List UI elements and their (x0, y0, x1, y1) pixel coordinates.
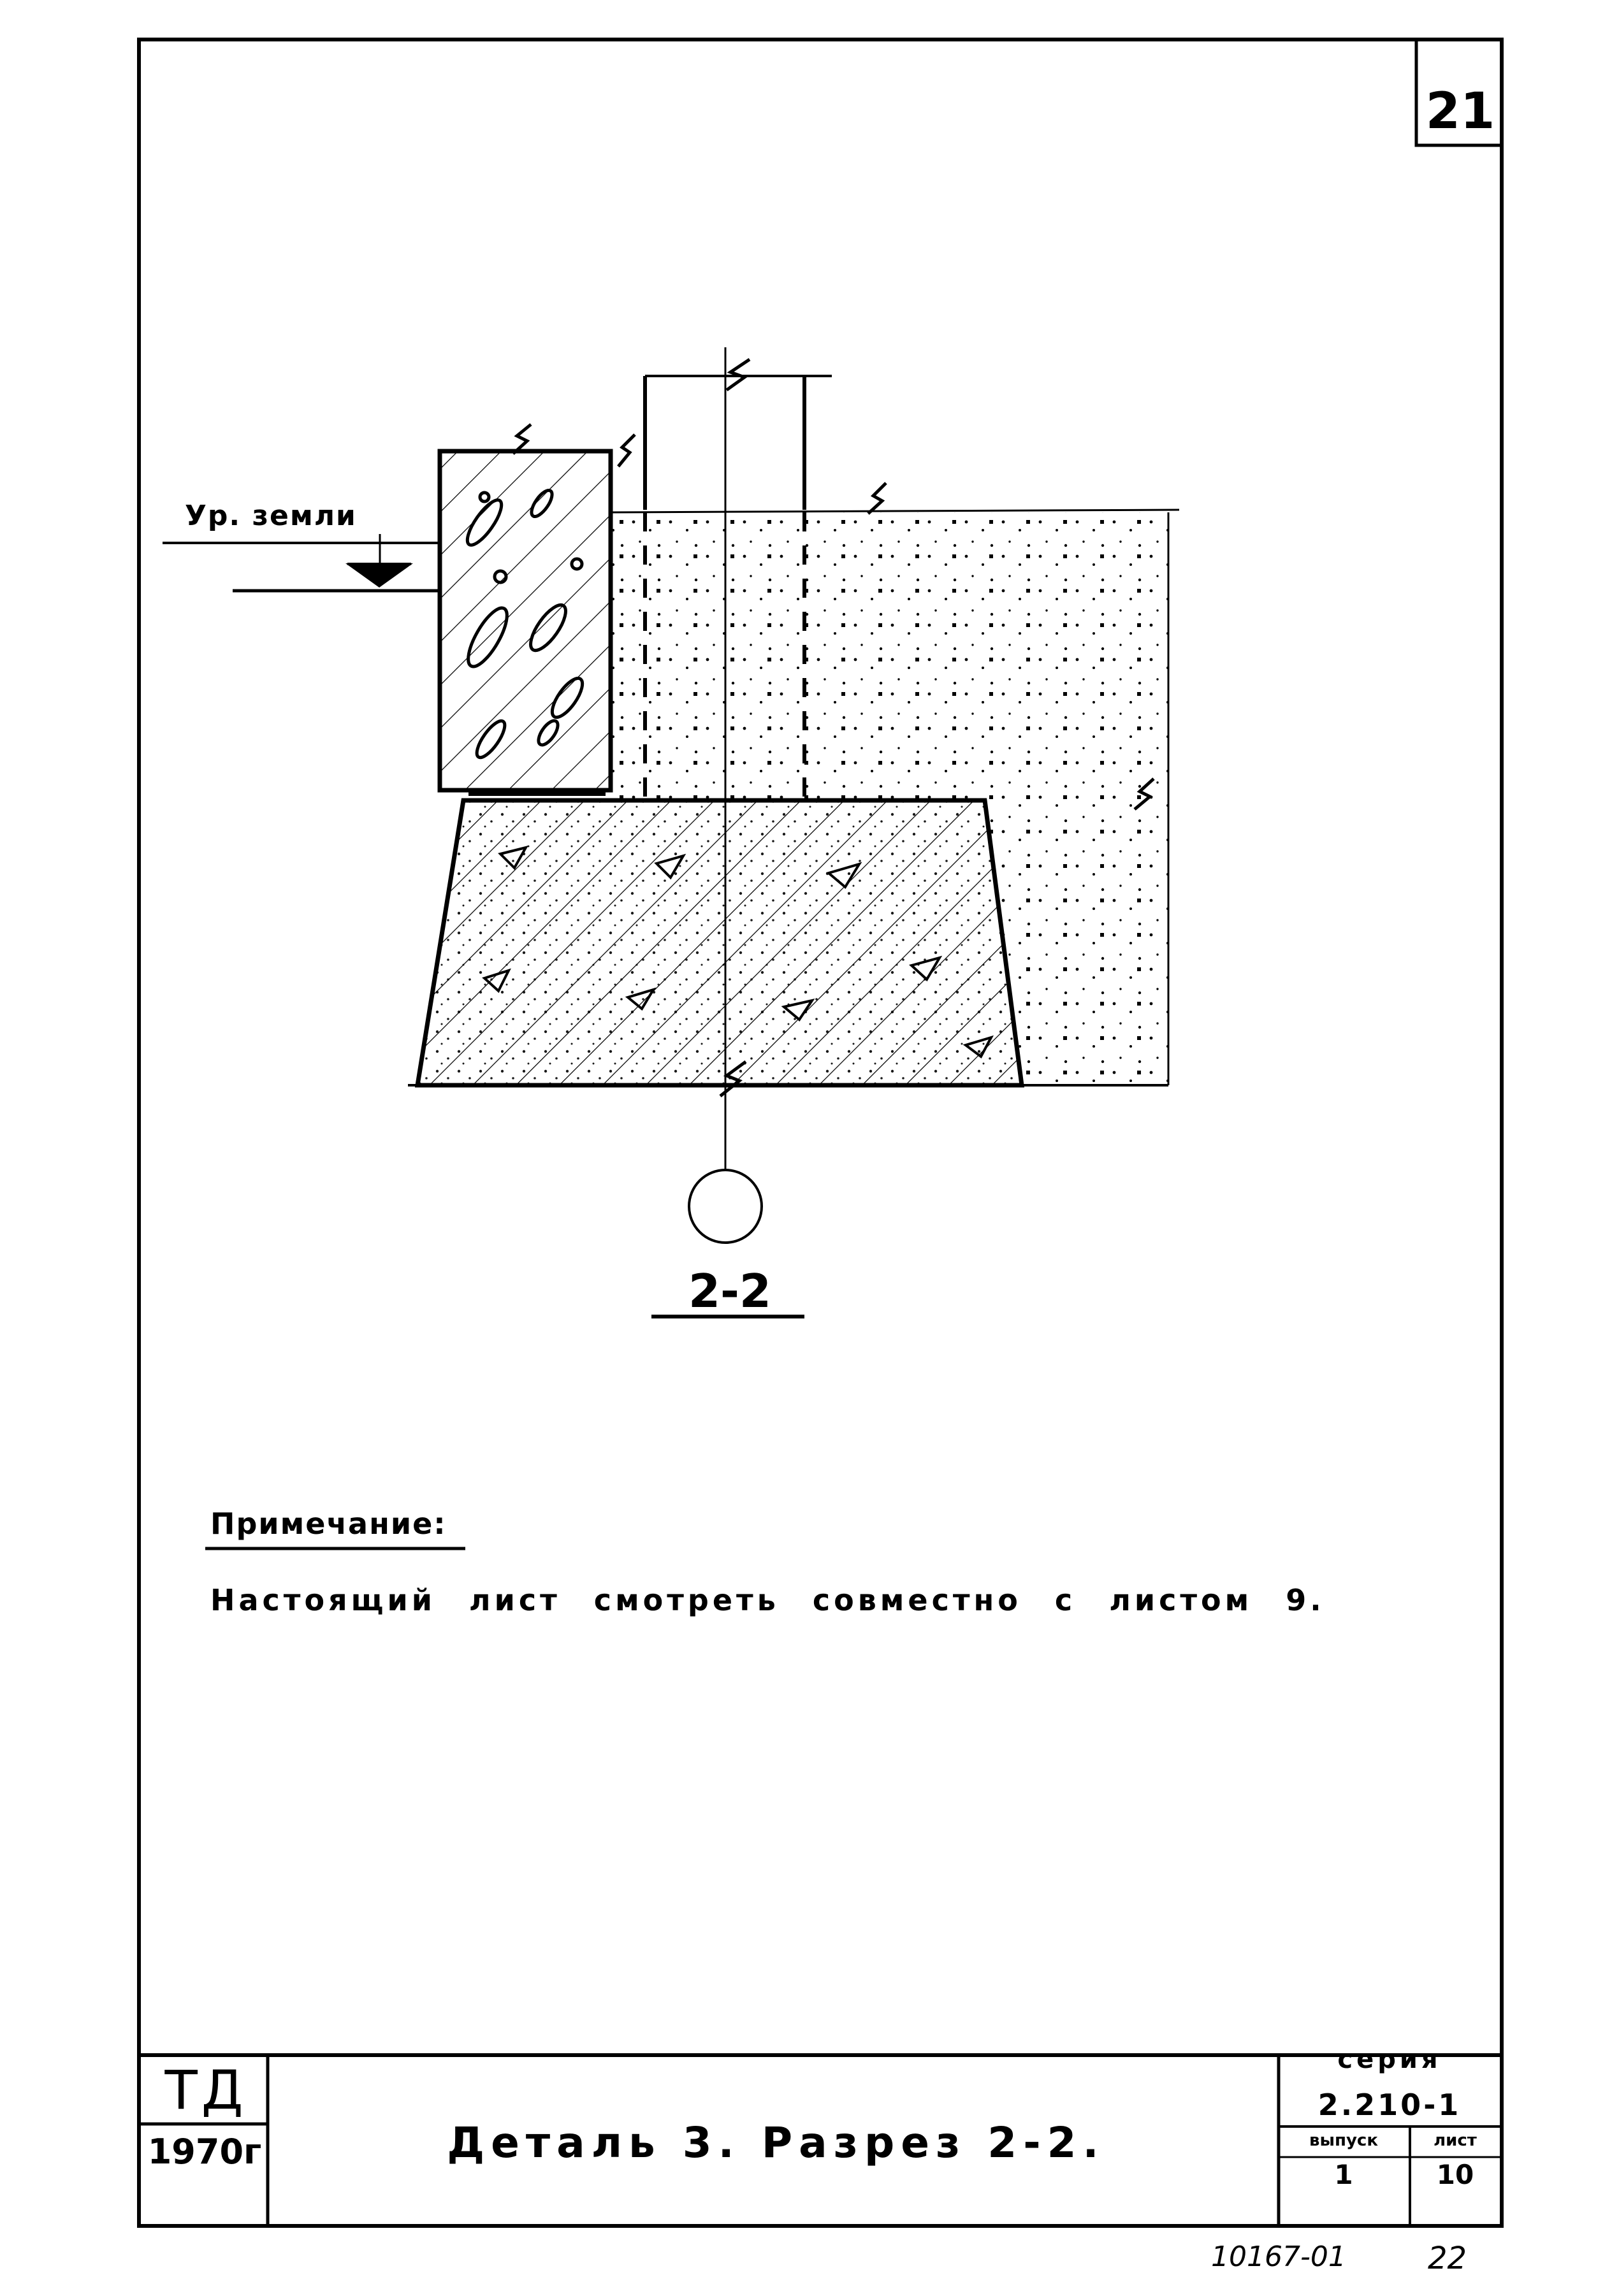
sheet-number: 21 (1425, 83, 1495, 140)
note-heading: Примечание: (210, 1506, 447, 1541)
issue-label: выпуск (1309, 2131, 1378, 2150)
series-label: серия (1337, 2045, 1442, 2074)
note-text: Настоящий лист смотреть совместно с листом 9. (210, 1583, 1325, 1617)
sheet-value: 10 (1436, 2159, 1474, 2190)
axis-bubble (689, 1170, 762, 1243)
archive-number: 10167-01 (1211, 2241, 1346, 2273)
sheet-label: лист (1434, 2131, 1477, 2150)
ground-level-marker (163, 534, 440, 591)
archive-page: 22 (1428, 2241, 1467, 2276)
section-title: 2-2 (688, 1264, 772, 1318)
issue-value: 1 (1334, 2159, 1353, 2190)
org-year: 1970г (147, 2132, 262, 2172)
foundation-footing (417, 800, 1022, 1085)
org-code: ТД (164, 2059, 247, 2121)
concrete-wall (440, 451, 611, 794)
ground-level-label: Ур. земли (185, 500, 357, 532)
drawing-title: Деталь 3. Разрез 2-2. (447, 2118, 1105, 2167)
series-value: 2.210-1 (1318, 2088, 1462, 2122)
sheet-frame (139, 40, 1502, 2226)
